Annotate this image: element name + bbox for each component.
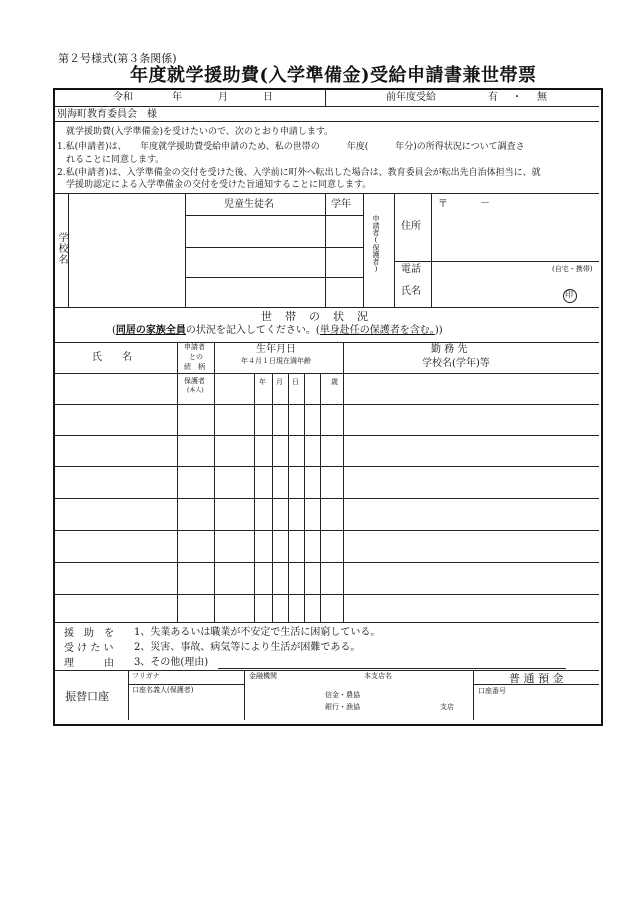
account-holder-label: 口座名義人(保護者) <box>132 686 194 694</box>
form-number: 第２号様式(第３条関係) <box>58 52 177 65</box>
account-number-field[interactable] <box>475 697 597 718</box>
household-name-field[interactable] <box>57 375 175 402</box>
school-name-label: 学校名 <box>56 232 67 265</box>
unit-day: 日 <box>292 378 299 386</box>
col-birth-note: 年４月１日現在満年齢 <box>241 357 311 365</box>
consent-2-line-2: 学援助認定による入学準備金の交付を受けた旨通知することに同意します。 <box>66 180 372 190</box>
phone-note: (自宅・携帯) <box>552 265 593 273</box>
postal-mark: 〒 <box>438 199 448 210</box>
table-row[interactable] <box>57 596 597 620</box>
unit-age: 歳 <box>331 378 338 386</box>
era-label: 令和 <box>113 92 133 103</box>
table-row[interactable] <box>57 468 597 496</box>
student-name-field[interactable] <box>187 249 323 275</box>
table-row[interactable] <box>57 500 597 528</box>
addressee: 別海町教育委員会 様 <box>57 109 157 120</box>
branch-label: 支店 <box>440 703 454 711</box>
household-subtitle <box>112 326 443 336</box>
reason-label-1: 援 助 を <box>64 628 114 639</box>
household-work-field[interactable] <box>345 375 597 402</box>
subtitle-emphasis-guardian: 単身赴任の保護者を含む。 <box>319 325 435 336</box>
table-row[interactable] <box>57 532 597 560</box>
subtitle-emphasis-family: 同居の家族全員 <box>115 325 186 336</box>
branch-head-label: 本支店名 <box>364 672 392 680</box>
reason-option-2[interactable]: 2、災害、事故、病気等により生活が困難である。 <box>134 642 361 653</box>
address-field[interactable] <box>433 213 597 259</box>
bank-fishery-label: 銀行・漁協 <box>325 703 360 711</box>
application-intro: 就学援助費(入学準備金)を受けたいので、次のとおり申請します。 <box>66 127 334 137</box>
reason-option-3[interactable]: 3、その他(理由) <box>134 657 209 668</box>
col-relation-header-2: との <box>189 353 203 361</box>
subtitle-middle: の状況を記入してください。( <box>185 325 320 336</box>
student-name-header: 児童生徒名 <box>224 199 274 210</box>
shinkin-label: 信金・農協 <box>325 691 360 699</box>
furigana-label: フリガナ <box>132 672 160 680</box>
postal-dash: － <box>480 198 490 209</box>
first-relation: 保護者 <box>184 377 205 385</box>
address-label: 住所 <box>401 221 421 232</box>
table-row[interactable] <box>57 564 597 592</box>
institution-field[interactable] <box>246 682 471 718</box>
option-separator: ・ <box>512 92 522 103</box>
account-number-label: 口座番号 <box>478 687 506 695</box>
first-relation-note: (本人) <box>187 387 204 394</box>
name-label: 氏名 <box>401 286 421 297</box>
col-work-header-1: 勤 務 先 <box>431 344 468 355</box>
option-yes[interactable]: 有 <box>488 92 498 103</box>
form-title: 年度就学援助費(入学準備金)受給申請書兼世帯票 <box>130 65 537 86</box>
consent-1-line-1: 1.私(申請者)は、 年度就学援助費受給申請のため、私の世帯の 年度( 年分)の所得状況について調査さ <box>57 142 525 152</box>
phone-label: 電話 <box>401 264 421 275</box>
col-name-header: 氏 名 <box>92 352 132 363</box>
month-unit: 月 <box>218 92 228 103</box>
account-type: 普 通 預 金 <box>509 672 564 685</box>
prev-year-label: 前年度受給 <box>386 92 436 103</box>
grade-header: 学年 <box>331 199 351 210</box>
household-title: 世 帯 の 状 況 <box>261 310 369 323</box>
col-relation-header-1: 申請者 <box>184 343 205 351</box>
table-row[interactable] <box>57 406 597 433</box>
consent-1-line-2: れることに同意します。 <box>66 155 165 165</box>
school-name-field[interactable] <box>70 195 183 305</box>
bank-label: 振替口座 <box>65 690 109 703</box>
col-work-header-2: 学校名(学年)等 <box>422 358 490 369</box>
institution-label: 金融機関 <box>249 672 277 680</box>
col-relation-header-3: 続 柄 <box>184 363 205 371</box>
day-unit: 日 <box>263 92 273 103</box>
year-unit: 年 <box>172 92 182 103</box>
applicant-name-field[interactable] <box>433 279 553 305</box>
subtitle-open: ( <box>112 325 116 336</box>
subtitle-close: )) <box>434 325 443 336</box>
unit-month: 月 <box>276 378 283 386</box>
student-name-field[interactable] <box>187 217 323 245</box>
table-row[interactable] <box>57 437 597 464</box>
consent-2-line-1: 2.私(申請者)は、入学準備金の交付を受けた後、入学前に町外へ転出した場合は、教育委員会が転出先自治体担当に、就 <box>57 168 541 178</box>
account-holder-field[interactable] <box>130 696 242 718</box>
reason-option-1[interactable]: 1、失業あるいは職業が不安定で生活に困窮している。 <box>134 627 381 638</box>
student-name-field[interactable] <box>187 279 323 305</box>
option-no[interactable]: 無 <box>537 92 547 103</box>
unit-year: 年 <box>259 378 266 386</box>
reason-label-3: 理 由 <box>64 658 114 669</box>
seal-mark: 印 <box>565 290 573 299</box>
applicant-label: 申請者(保護者) <box>372 215 380 273</box>
other-reason-line[interactable] <box>218 668 566 669</box>
reason-label-2: 受 け た い <box>64 643 114 654</box>
col-birth-header: 生年月日 <box>256 344 296 355</box>
